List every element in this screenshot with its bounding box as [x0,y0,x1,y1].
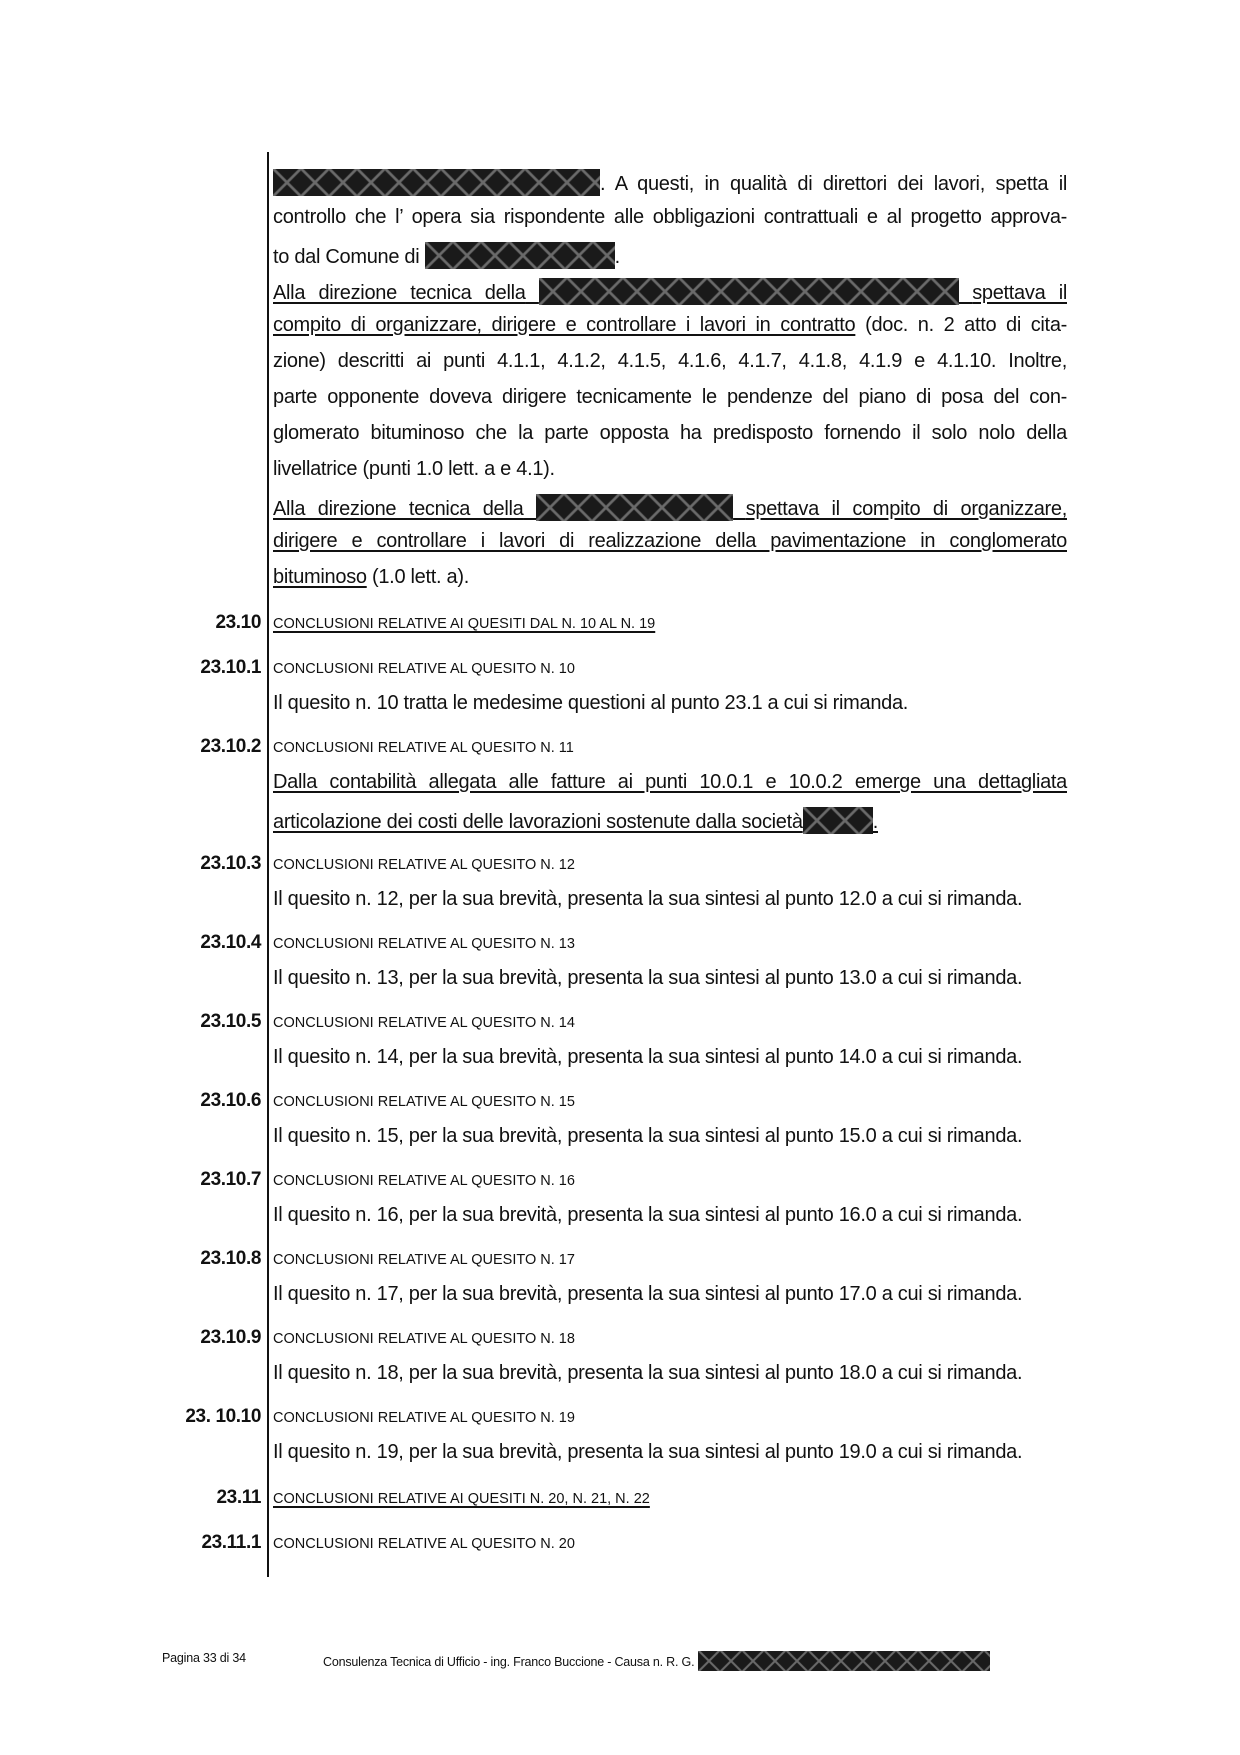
section-heading: CONCLUSIONI RELATIVE AL QUESITO N. 19 [273,1410,575,1426]
section-number: 23.10.6 [200,1090,261,1111]
section-text: Il quesito n. 18, per la sua brevità, presenta la sua sintesi al punto 18.0 a cui si rimanda. [273,1362,1023,1384]
section-text: Il quesito n. 15, per la sua brevità, presenta la sua sintesi al punto 15.0 a cui si rimanda. [273,1125,1023,1147]
section-text: Il quesito n. 12, per la sua brevità, presenta la sua sintesi al punto 12.0 a cui si rimanda. [273,888,1023,910]
section-heading: CONCLUSIONI RELATIVE AL QUESITO N. 13 [273,936,575,952]
section-number: 23.11 [216,1487,261,1508]
section-number: 23.10.2 [200,736,261,757]
section-text: articolazione dei costi delle lavorazioni sostenute dalla società . [273,807,1067,834]
section-heading: CONCLUSIONI RELATIVE AL QUESITO N. 18 [273,1331,575,1347]
section-heading: CONCLUSIONI RELATIVE AI QUESITI DAL N. 10 AL N. 19 [273,616,656,632]
section-number: 23.11.1 [201,1532,261,1553]
body-line: dirigere e controllare i lavori di realizzazione della pavimentazione in conglomerato [273,530,1067,552]
body-line: Alla direzione tecnica della spettava il compito di organizzare, [273,494,1067,521]
redaction [536,494,733,521]
section-number: 23.10 [215,612,261,633]
section-number: 23.10.3 [200,853,261,874]
section-heading: CONCLUSIONI RELATIVE AL QUESITO N. 15 [273,1094,575,1110]
section-number: 23. 10.10 [185,1406,261,1427]
section-heading: CONCLUSIONI RELATIVE AL QUESITO N. 12 [273,857,575,873]
redaction [539,278,959,305]
section-heading: CONCLUSIONI RELATIVE AL QUESITO N. 10 [273,661,575,677]
section-text: Il quesito n. 14, per la sua brevità, presenta la sua sintesi al punto 14.0 a cui si rimanda. [273,1046,1023,1068]
body-line: controllo che l’ opera sia rispondente alle obbligazioni contrattuali e al progetto approva- [273,206,1067,228]
body-line: compito di organizzare, dirigere e controllare i lavori in contratto (doc. n. 2 atto di cita- [273,314,1067,336]
section-text: Il quesito n. 16, per la sua brevità, presenta la sua sintesi al punto 16.0 a cui si rimanda. [273,1204,1023,1226]
page-number: Pagina 33 di 34 [162,1651,246,1665]
redaction [273,169,600,196]
margin-rule [267,152,269,1577]
body-line: livellatrice (punti 1.0 lett. a e 4.1). [273,458,555,480]
redaction [803,807,873,834]
body-line: . A questi, in qualità di direttori dei lavori, spetta il [273,169,1067,196]
footer-text: Consulenza Tecnica di Ufficio - ing. Franco Buccione - Causa n. R. G. [323,1651,990,1671]
section-heading: CONCLUSIONI RELATIVE AL QUESITO N. 14 [273,1015,575,1031]
section-text: Dalla contabilità allegata alle fatture ai punti 10.0.1 e 10.0.2 emerge una dettagliata [273,771,1067,793]
section-number: 23.10.9 [200,1327,261,1348]
section-text: Il quesito n. 13, per la sua brevità, presenta la sua sintesi al punto 13.0 a cui si rimanda. [273,967,1023,989]
body-line: glomerato bituminoso che la parte opposta ha predisposto fornendo il solo nolo della [273,422,1067,444]
body-line: zione) descritti ai punti 4.1.1, 4.1.2, 4.1.5, 4.1.6, 4.1.7, 4.1.8, 4.1.9 e 4.1.10. Inoltre, [273,350,1067,372]
section-text: Il quesito n. 19, per la sua brevità, presenta la sua sintesi al punto 19.0 a cui si rimanda. [273,1441,1023,1463]
section-text: Il quesito n. 17, per la sua brevità, presenta la sua sintesi al punto 17.0 a cui si rimanda. [273,1283,1023,1305]
redaction [425,242,615,269]
section-text: Il quesito n. 10 tratta le medesime questioni al punto 23.1 a cui si rimanda. [273,692,909,714]
section-heading: CONCLUSIONI RELATIVE AL QUESITO N. 20 [273,1536,575,1552]
body-line: bituminoso (1.0 lett. a). [273,566,469,588]
section-number: 23.10.1 [200,657,261,678]
body-line: to dal Comune di . [273,242,1067,269]
section-heading: CONCLUSIONI RELATIVE AL QUESITO N. 16 [273,1173,575,1189]
body-line: Alla direzione tecnica della spettava il [273,278,1067,305]
section-heading: CONCLUSIONI RELATIVE AI QUESITI N. 20, N. 21, N. 22 [273,1491,650,1507]
section-number: 23.10.7 [200,1169,261,1190]
section-heading: CONCLUSIONI RELATIVE AL QUESITO N. 17 [273,1252,575,1268]
section-number: 23.10.5 [200,1011,261,1032]
section-number: 23.10.4 [200,932,261,953]
body-line: parte opponente doveva dirigere tecnicamente le pendenze del piano di posa del con- [273,386,1067,408]
section-heading: CONCLUSIONI RELATIVE AL QUESITO N. 11 [273,740,574,756]
section-number: 23.10.8 [200,1248,261,1269]
redaction [698,1651,990,1671]
